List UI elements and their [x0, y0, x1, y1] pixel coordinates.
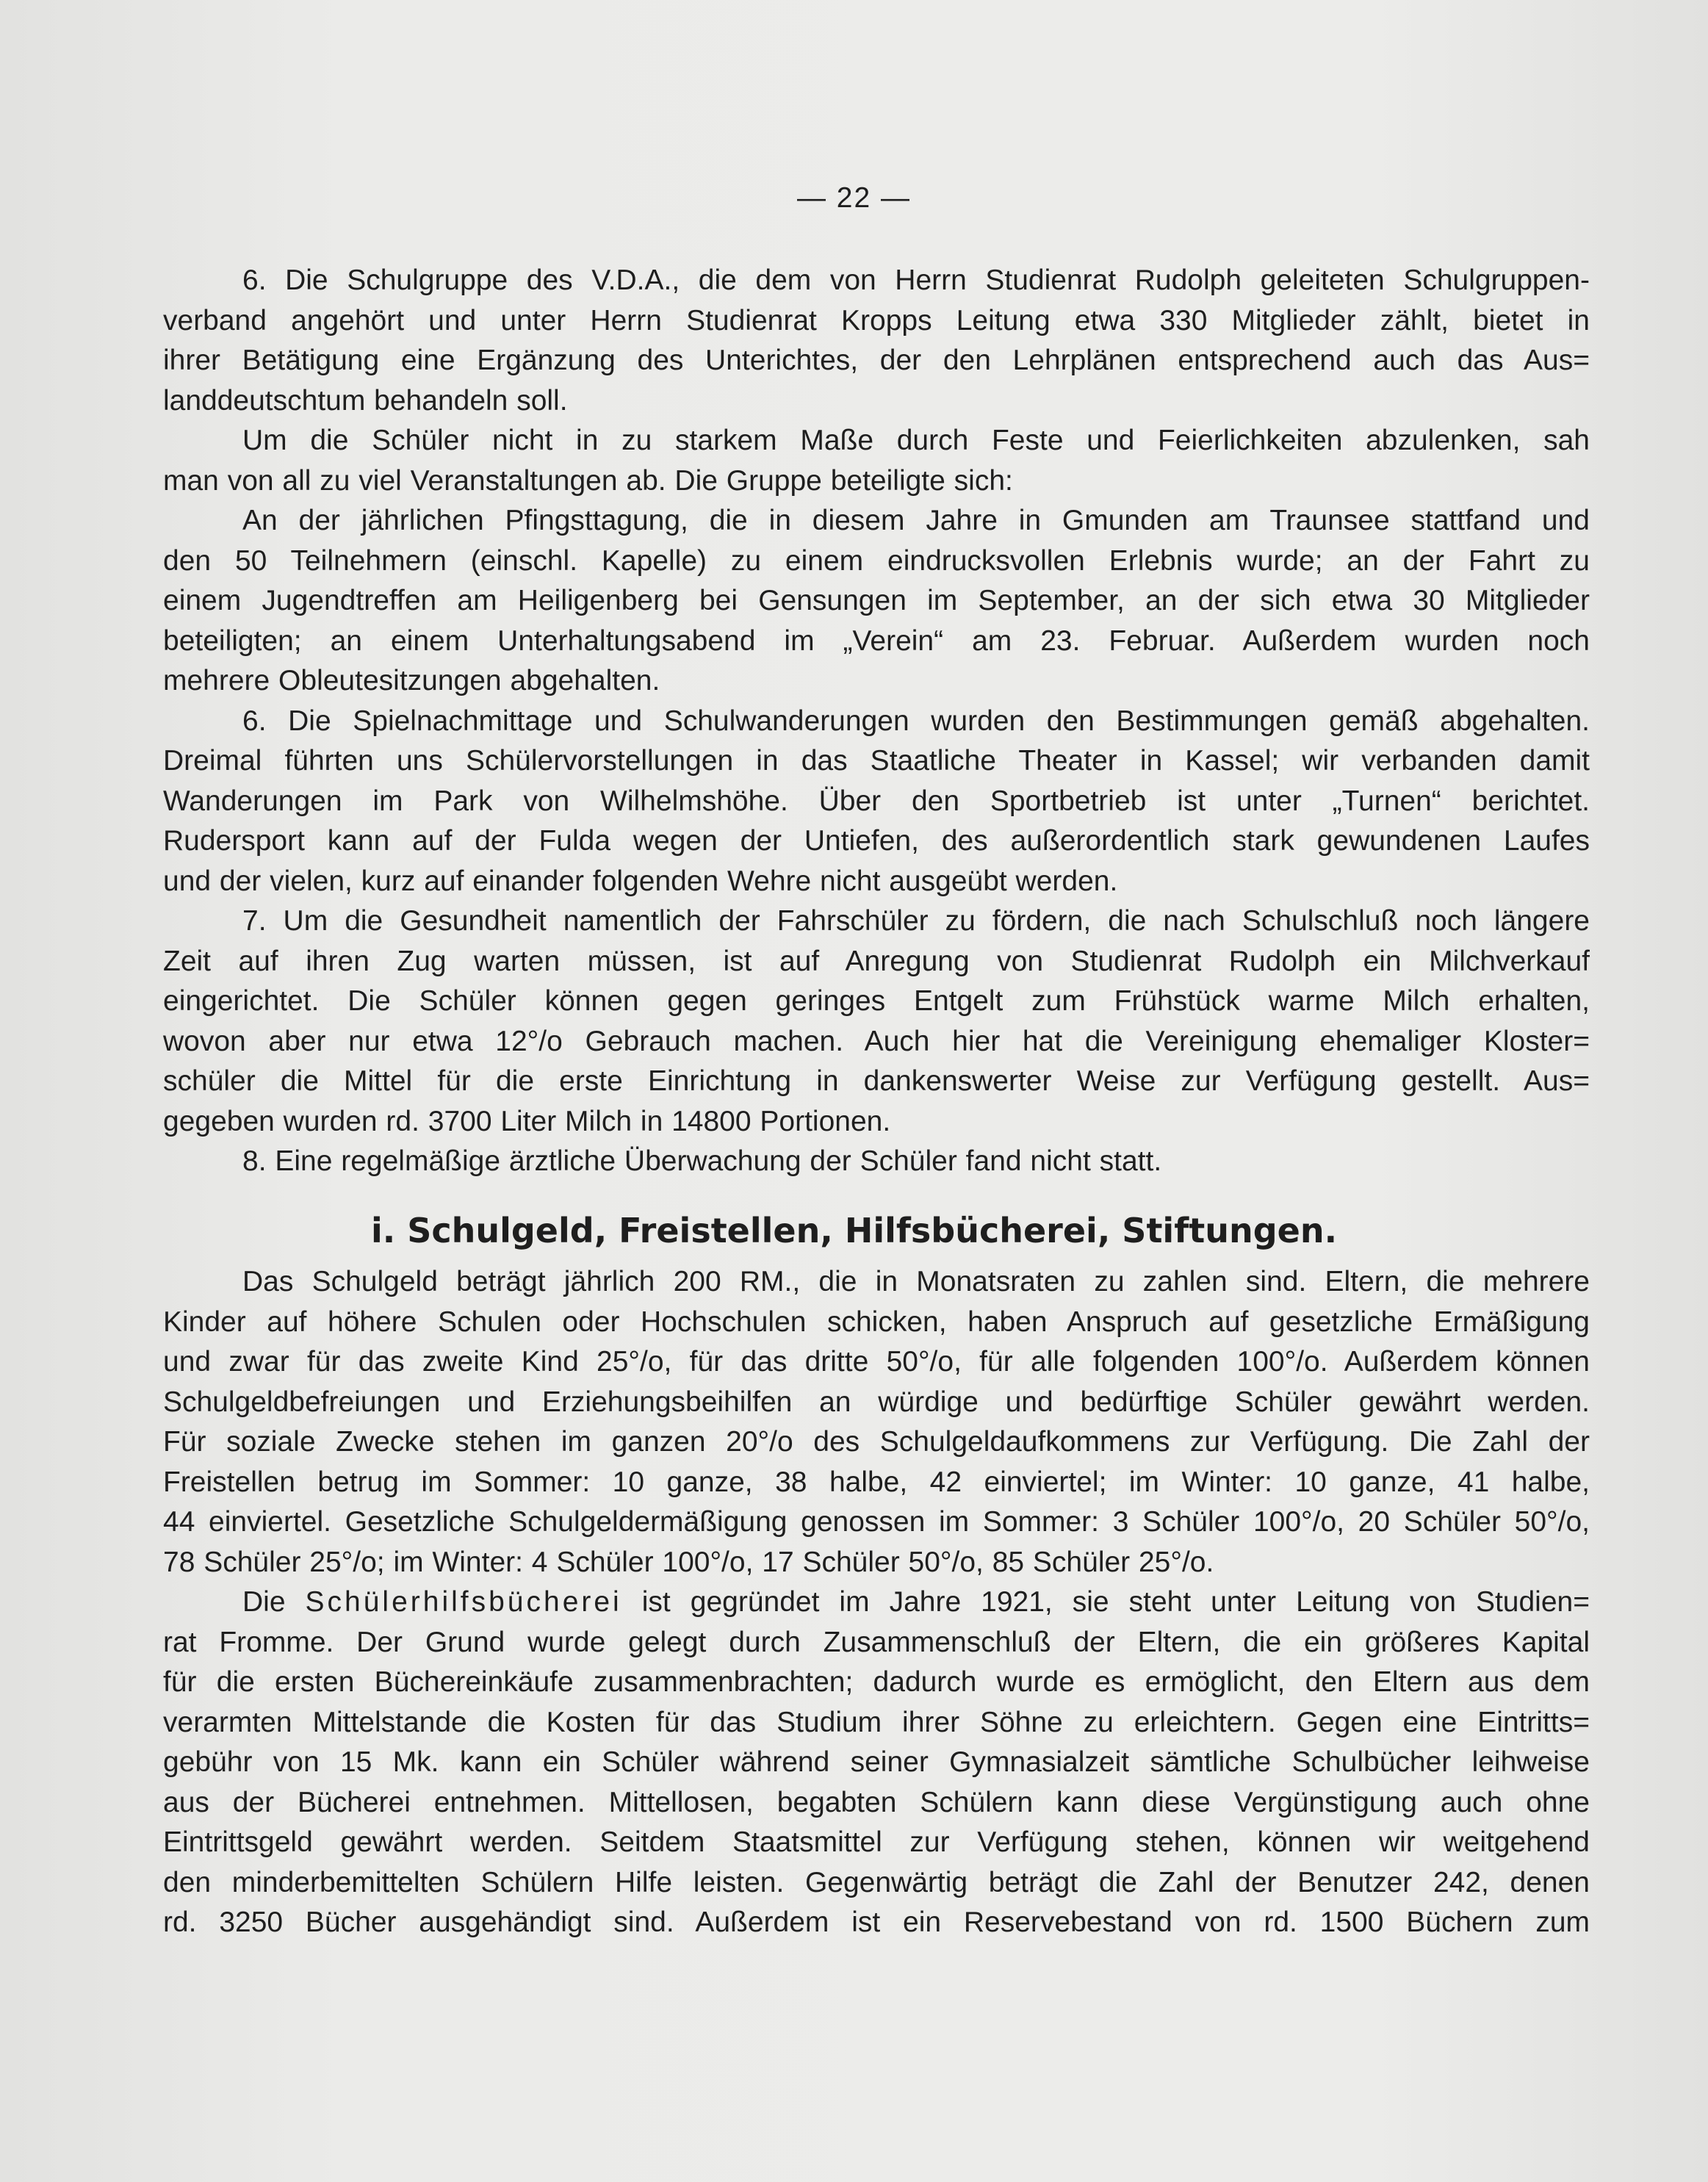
text-line: 44 einviertel. Gesetzliche Schulgeldermäßigung genossen im Sommer: 3 Schüler 100°/o, 20 Schüler 50°/o,: [163, 1506, 1590, 1538]
text-line: gebühr von 15 Mk. kann ein Schüler während seiner Gymnasialzeit sämtliche Schulbücher leihweise: [163, 1746, 1590, 1778]
text-line: An der jährlichen Pfingsttagung, die in diesem Jahre in Gmunden am Traunsee stattfand und: [242, 505, 1590, 536]
text-line: man von all zu viel Veranstaltungen ab. Die Gruppe beteiligte sich:: [163, 464, 1013, 497]
text-line: wovon aber nur etwa 12°/o Gebrauch machen. Auch hier hat die Vereinigung ehemaliger Kloster=: [163, 1025, 1590, 1057]
text-line: 7. Um die Gesundheit namentlich der Fahrschüler zu fördern, die nach Schulschluß noch längere: [242, 905, 1590, 937]
page-number: — 22 —: [796, 182, 912, 214]
text-line: schüler die Mittel für die erste Einrichtung in dankenswerter Weise zur Verfügung gestellt. Aus=: [163, 1065, 1590, 1097]
text-line: einem Jugendtreffen am Heiligenberg bei Gensungen im September, an der sich etwa 30 Mitglieder: [163, 585, 1590, 616]
text-line: für die ersten Büchereinkäufe zusammenbrachten; dadurch wurde es ermöglicht, den Eltern aus dem: [163, 1666, 1590, 1698]
paragraph-vda-group: [163, 261, 1590, 421]
text-line: Zeit auf ihren Zug warten müssen, ist auf Anregung von Studienrat Rudolph ein Milchverkauf: [163, 945, 1590, 977]
text-line: Kinder auf höhere Schulen oder Hochschulen schicken, haben Anspruch auf gesetzliche Ermäßigung: [163, 1306, 1590, 1338]
text-line: 6. Die Schulgruppe des V.D.A., die dem von Herrn Studienrat Rudolph geleiteten Schulgruppen-: [242, 264, 1590, 296]
text-line: Wanderungen im Park von Wilhelmshöhe. Über den Sportbetrieb ist unter „Turnen“ berichtet.: [163, 785, 1590, 817]
text-line: Schulgeldbefreiungen und Erziehungsbeihilfen an würdige und bedürftige Schüler gewährt werden.: [163, 1386, 1590, 1418]
text-line: Für soziale Zwecke stehen im ganzen 20°/o des Schulgeldaufkommens zur Verfügung. Die Zahl der: [163, 1426, 1590, 1458]
text-line: Dreimal führten uns Schülervorstellungen in das Staatliche Theater in Kassel; wir verbanden damit: [163, 745, 1590, 777]
text-line: verband angehört und unter Herrn Studienrat Kropps Leitung etwa 330 Mitglieder zählt, bietet in: [163, 304, 1590, 336]
text-line: Um die Schüler nicht in zu starkem Maße durch Feste und Feierlichkeiten abzulenken, sah: [242, 425, 1590, 456]
paragraph-medical-supervision: [163, 1142, 1590, 1182]
text-line: eingerichtet. Die Schüler können gegen geringes Entgelt zum Frühstück warme Milch erhalten,: [163, 985, 1590, 1017]
text-line: rat Fromme. Der Grund wurde gelegt durch Zusammenschluß der Eltern, die ein größeres Kapital: [163, 1626, 1590, 1658]
text-line: rd. 3250 Bücher ausgehändigt sind. Außerdem ist ein Reservebestand von rd. 1500 Büchern zum: [163, 1906, 1590, 1938]
lower-text-block: [163, 1262, 1590, 1943]
paragraph-play-afternoons: [163, 702, 1590, 902]
text-line: ihrer Betätigung eine Ergänzung des Unterichtes, der den Lehrplänen entsprechend auch das Aus=: [163, 345, 1590, 376]
paragraph-school-fees: [163, 1262, 1590, 1583]
text-line: gegeben wurden rd. 3700 Liter Milch in 14800 Portionen.: [163, 1105, 891, 1137]
text-line: und der vielen, kurz auf einander folgenden Wehre nicht ausgeübt werden.: [163, 865, 1118, 897]
text-line: und zwar für das zweite Kind 25°/o, für das dritte 50°/o, für alle folgenden 100°/o. Außerdem können: [163, 1346, 1590, 1378]
text-line: den minderbemittelten Schülern Hilfe leisten. Gegenwärtig beträgt die Zahl der Benutzer 242, denen: [163, 1866, 1590, 1898]
text-line: Freistellen betrug im Sommer: 10 ganze, 38 halbe, 42 einviertel; im Winter: 10 ganze, 41 halbe,: [163, 1466, 1590, 1498]
paragraph-pentecost-meeting: [163, 501, 1590, 702]
text-line: mehrere Obleutesitzungen abgehalten.: [163, 665, 660, 696]
paragraph-festivities: [163, 421, 1590, 501]
text-line: Eintrittsgeld gewährt werden. Seitdem Staatsmittel zur Verfügung stehen, können wir weitgehend: [163, 1826, 1590, 1858]
text-line: beteiligten; an einem Unterhaltungsabend im „Verein“ am 23. Februar. Außerdem wurden noch: [163, 624, 1590, 657]
text-line: aus der Bücherei entnehmen. Mittellosen, begabten Schülern kann diese Vergünstigung auch ohne: [163, 1786, 1590, 1818]
text-line: verarmten Mittelstande die Kosten für das Studium ihrer Söhne zu erleichtern. Gegen eine Eintritts=: [163, 1706, 1590, 1738]
section-heading: i. Schulgeld, Freistellen, Hilfsbücherei, Stiftungen.: [370, 1211, 1338, 1250]
text-line: landdeutschtum behandeln soll.: [163, 384, 568, 417]
text-line: 78 Schüler 25°/o; im Winter: 4 Schüler 100°/o, 17 Schüler 50°/o, 85 Schüler 25°/o.: [163, 1546, 1214, 1578]
upper-text-block: [163, 261, 1590, 1182]
text-fragment: ist gegründet im Jahre 1921, sie steht unter Leitung von Studien=: [621, 1586, 1590, 1618]
text-line: [163, 1583, 1590, 1623]
text-line: 8. Eine regelmäßige ärztliche Überwachung der Schüler fand nicht statt.: [242, 1145, 1162, 1177]
text-fragment: Die: [242, 1586, 306, 1618]
text-line: 6. Die Spielnachmittage und Schulwanderungen wurden den Bestimmungen gemäß abgehalten.: [242, 705, 1590, 737]
text-line: Rudersport kann auf der Fulda wegen der Untiefen, des außerordentlich stark gewundenen Laufes: [163, 825, 1590, 857]
library-term: Schülerhilfsbücherei: [305, 1586, 622, 1618]
text-line: Das Schulgeld beträgt jährlich 200 RM., die in Monatsraten zu zahlen sind. Eltern, die mehrere: [242, 1266, 1590, 1297]
paragraph-milk-sale: [163, 901, 1590, 1142]
text-line: den 50 Teilnehmern (einschl. Kapelle) zu einem eindrucksvollen Erlebnis wurde; an der Fahrt zu: [163, 544, 1590, 577]
paragraph-library: [163, 1583, 1590, 1943]
